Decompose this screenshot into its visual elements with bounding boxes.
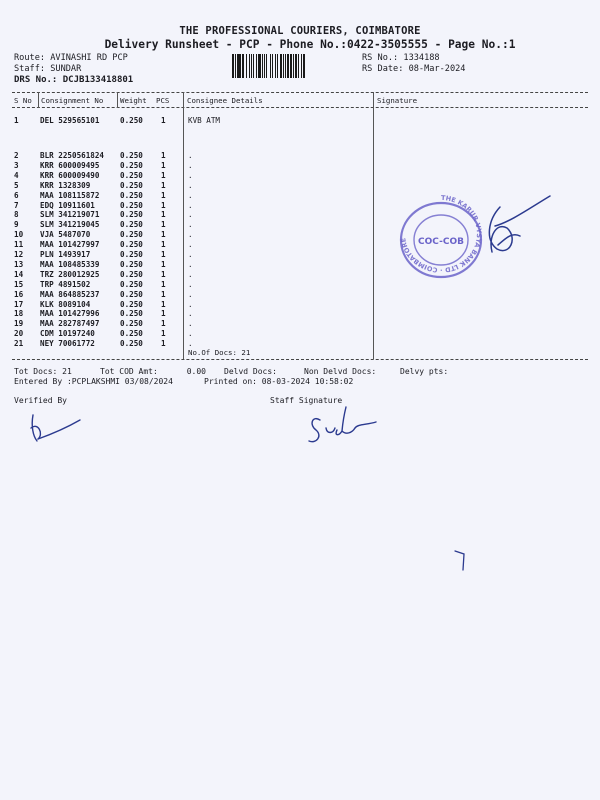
row-sno: 15 xyxy=(14,279,24,289)
tot-cod-amount: Tot COD Amt: 0.00 xyxy=(100,367,206,376)
staff-signature xyxy=(309,407,376,442)
row-pcs: 1 xyxy=(161,220,166,230)
row-pcs: 1 xyxy=(161,200,166,210)
column-header-sno: S No xyxy=(14,96,32,105)
row-consignee-details: . xyxy=(188,190,193,200)
route-label: Route: AVINASHI RD PCP xyxy=(14,53,128,63)
row-consignment-no: KRR 1328309 xyxy=(40,180,91,190)
row-weight: 0.250 xyxy=(120,250,143,259)
staff-label: Staff: SUNDAR xyxy=(14,64,82,74)
row-consignee-details: . xyxy=(188,230,193,240)
row-sno: 7 xyxy=(14,200,19,210)
delivered-docs: Delvd Docs: xyxy=(224,367,277,376)
staff-signature-label: Staff Signature xyxy=(270,396,343,405)
row-pcs: 1 xyxy=(161,250,166,259)
row-weight: 0.250 xyxy=(120,299,143,309)
row-sno: 9 xyxy=(14,220,19,230)
row-consignee-details: . xyxy=(188,289,193,299)
row-consignee-details: . xyxy=(188,210,193,220)
row-weight: 0.250 xyxy=(120,170,143,180)
row-consignee-details: . xyxy=(188,319,193,329)
verifier-signature xyxy=(31,415,80,441)
row-pcs: 1 xyxy=(161,116,166,125)
row-consignee-details: . xyxy=(188,299,193,309)
row-pcs: 1 xyxy=(161,309,166,319)
row-weight: 0.250 xyxy=(120,279,143,289)
row-sno: 5 xyxy=(14,180,19,190)
row-weight: 0.250 xyxy=(120,309,143,319)
row-consignment-no: PLN 1493917 xyxy=(40,250,91,259)
row-consignee-details: . xyxy=(188,240,193,250)
row-weight: 0.250 xyxy=(120,116,143,125)
row-consignee-details: . xyxy=(188,259,193,269)
row-consignee-details: . xyxy=(188,160,193,170)
column-header-signature: Signature xyxy=(377,96,418,105)
row-pcs: 1 xyxy=(161,230,166,240)
row-sno: 14 xyxy=(14,269,24,279)
row-consignee-details: . xyxy=(188,250,193,259)
row-weight: 0.250 xyxy=(120,210,143,220)
entered-by: Entered By :PCPLAKSHMI 03/08/2024 xyxy=(14,377,173,386)
row-consignee-details: . xyxy=(188,151,193,160)
row-sno: 6 xyxy=(14,190,19,200)
row-pcs: 1 xyxy=(161,170,166,180)
row-consignee-details: KVB ATM xyxy=(188,116,221,125)
row-consignment-no: MAA 108485339 xyxy=(40,259,100,269)
column-header-pcs: PCS xyxy=(156,96,170,105)
row-sno: 2 xyxy=(14,151,19,160)
column-header-details: Consignee Details xyxy=(187,96,263,105)
row-pcs: 1 xyxy=(161,319,166,329)
row-sno: 12 xyxy=(14,250,24,259)
row-sno: 17 xyxy=(14,299,24,309)
row-pcs: 1 xyxy=(161,210,166,220)
row-weight: 0.250 xyxy=(120,329,143,339)
row-sno: 21 xyxy=(14,339,24,349)
row-consignee-details: . xyxy=(188,200,193,210)
stamp-ring-text: THE KARUR VYSYA BANK LTD · COIMBATORE xyxy=(399,193,484,275)
row-consignment-no: KRR 600009495 xyxy=(40,160,100,170)
row-consignment-no: MAA 282787497 xyxy=(40,319,100,329)
row-sno: 13 xyxy=(14,259,24,269)
verified-by-label: Verified By xyxy=(14,396,67,405)
no-of-docs: No.Of Docs: 21 xyxy=(188,348,251,357)
row-consignee-details: . xyxy=(188,220,193,230)
row-sno: 10 xyxy=(14,230,24,240)
row-sno: 3 xyxy=(14,160,19,170)
row-consignee-details: . xyxy=(188,329,193,339)
row-consignment-no: VJA 5487070 xyxy=(40,230,91,240)
rs-date: RS Date: 08-Mar-2024 xyxy=(362,64,466,74)
row-weight: 0.250 xyxy=(120,151,143,160)
row-weight: 0.250 xyxy=(120,319,143,329)
row-sno: 11 xyxy=(14,240,24,250)
column-header-weight: Weight xyxy=(120,96,147,105)
row-pcs: 1 xyxy=(161,259,166,269)
row-consignment-no: EDQ 10911601 xyxy=(40,200,95,210)
runsheet-title: Delivery Runsheet - PCP - Phone No.:0422-3505555 - Page No.:1 xyxy=(104,38,516,51)
row-sno: 20 xyxy=(14,329,24,339)
row-weight: 0.250 xyxy=(120,289,143,299)
stamp-center-text: COC-COB xyxy=(418,237,464,247)
drs-number: DRS No.: DCJB133418801 xyxy=(14,75,134,85)
column-header-consignment: Consignment No xyxy=(41,96,104,105)
row-pcs: 1 xyxy=(161,160,166,170)
row-weight: 0.250 xyxy=(120,200,143,210)
row-consignee-details: . xyxy=(188,170,193,180)
row-pcs: 1 xyxy=(161,180,166,190)
row-weight: 0.250 xyxy=(120,160,143,170)
receiver-signature xyxy=(489,196,550,252)
row-sno: 16 xyxy=(14,289,24,299)
row-sno: 19 xyxy=(14,319,24,329)
row-weight: 0.250 xyxy=(120,180,143,190)
row-pcs: 1 xyxy=(161,151,166,160)
row-consignment-no: TRZ 280012925 xyxy=(40,269,100,279)
row-consignment-no: MAA 108115872 xyxy=(40,190,100,200)
row-weight: 0.250 xyxy=(120,259,143,269)
row-consignee-details: . xyxy=(188,180,193,190)
row-sno: 8 xyxy=(14,210,19,220)
row-consignment-no: MAA 101427996 xyxy=(40,309,100,319)
delivery-points: Delvy pts: xyxy=(400,367,449,376)
tot-docs: Tot Docs: 21 xyxy=(14,367,72,376)
row-consignment-no: NEY 70061772 xyxy=(40,339,95,349)
row-consignee-details: . xyxy=(188,339,193,349)
row-pcs: 1 xyxy=(161,279,166,289)
row-weight: 0.250 xyxy=(120,220,143,230)
row-pcs: 1 xyxy=(161,269,166,279)
row-sno: 4 xyxy=(14,170,19,180)
row-consignee-details: . xyxy=(188,269,193,279)
row-weight: 0.250 xyxy=(120,230,143,240)
row-sno: 1 xyxy=(14,116,19,125)
row-consignment-no: KRR 600009490 xyxy=(40,170,100,180)
row-consignment-no: TRP 4891502 xyxy=(40,279,91,289)
row-consignment-no: SLM 341219045 xyxy=(40,220,100,230)
printed-on: Printed on: 08-03-2024 10:58:02 xyxy=(204,377,354,386)
row-weight: 0.250 xyxy=(120,240,143,250)
stray-pen-mark xyxy=(455,551,464,570)
row-pcs: 1 xyxy=(161,299,166,309)
rs-number: RS No.: 1334188 xyxy=(362,53,440,63)
row-pcs: 1 xyxy=(161,329,166,339)
row-sno: 18 xyxy=(14,309,24,319)
company-title: THE PROFESSIONAL COURIERS, COIMBATORE xyxy=(179,25,421,37)
bank-stamp xyxy=(399,194,483,277)
row-consignment-no: SLM 341219071 xyxy=(40,210,100,220)
row-weight: 0.250 xyxy=(120,269,143,279)
row-pcs: 1 xyxy=(161,240,166,250)
row-pcs: 1 xyxy=(161,339,166,349)
row-pcs: 1 xyxy=(161,190,166,200)
row-consignment-no: BLR 2250561824 xyxy=(40,151,105,160)
row-consignee-details: . xyxy=(188,279,193,289)
row-consignment-no: MAA 101427997 xyxy=(40,240,100,250)
row-consignment-no: DEL 529565101 xyxy=(40,116,100,125)
row-consignee-details: . xyxy=(188,309,193,319)
row-weight: 0.250 xyxy=(120,339,143,349)
row-weight: 0.250 xyxy=(120,190,143,200)
row-consignment-no: MAA 864885237 xyxy=(40,289,100,299)
row-consignment-no: KLK 8089104 xyxy=(40,299,91,309)
non-delivered-docs: Non Delvd Docs: xyxy=(304,367,377,376)
row-pcs: 1 xyxy=(161,289,166,299)
row-consignment-no: CDM 10197240 xyxy=(40,329,95,339)
